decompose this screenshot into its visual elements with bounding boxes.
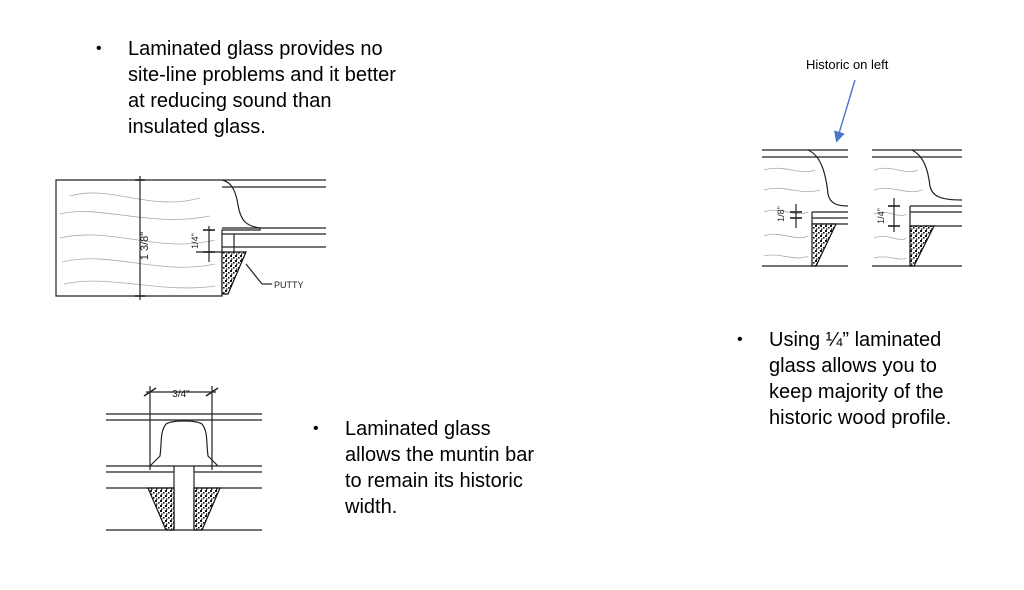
bullet-line: Laminated glass provides no [128,38,383,60]
bullet-icon: • [313,420,319,437]
laminated-profile-drawing [872,150,962,266]
annotation-arrow [837,80,855,140]
bullet-line: allows the muntin bar [345,444,534,466]
height-dimension-label: 1 3/8" [139,231,151,261]
bullet-icon: • [96,40,102,57]
historic-profile-drawing [762,150,848,266]
laminated-dimension-label: 1/4" [876,208,886,224]
bullet-line: keep majority of the [769,381,944,403]
bullet-icon: • [737,331,743,348]
bullet-line: insulated glass. [128,116,266,138]
muntin-section-drawing [106,386,262,530]
bullet-line: Laminated glass [345,418,491,440]
bullet-line: Using ¼” laminated [769,329,942,351]
bullet-line: historic wood profile. [769,407,952,429]
bullet-line: width. [345,496,398,518]
bullet-line: to remain its historic [345,470,523,492]
historic-dimension-label: 1/8" [776,206,786,222]
bullet-line: at reducing sound than [128,90,332,112]
bullet-line: glass allows you to [769,355,937,377]
rabbet-dimension-label: 1/4" [190,233,200,249]
historic-annotation: Historic on left [806,57,889,72]
putty-label: PUTTY [274,280,304,290]
muntin-dimension-label: 3/4" [172,389,190,400]
bullet-line: site-line problems and it better [128,64,396,86]
